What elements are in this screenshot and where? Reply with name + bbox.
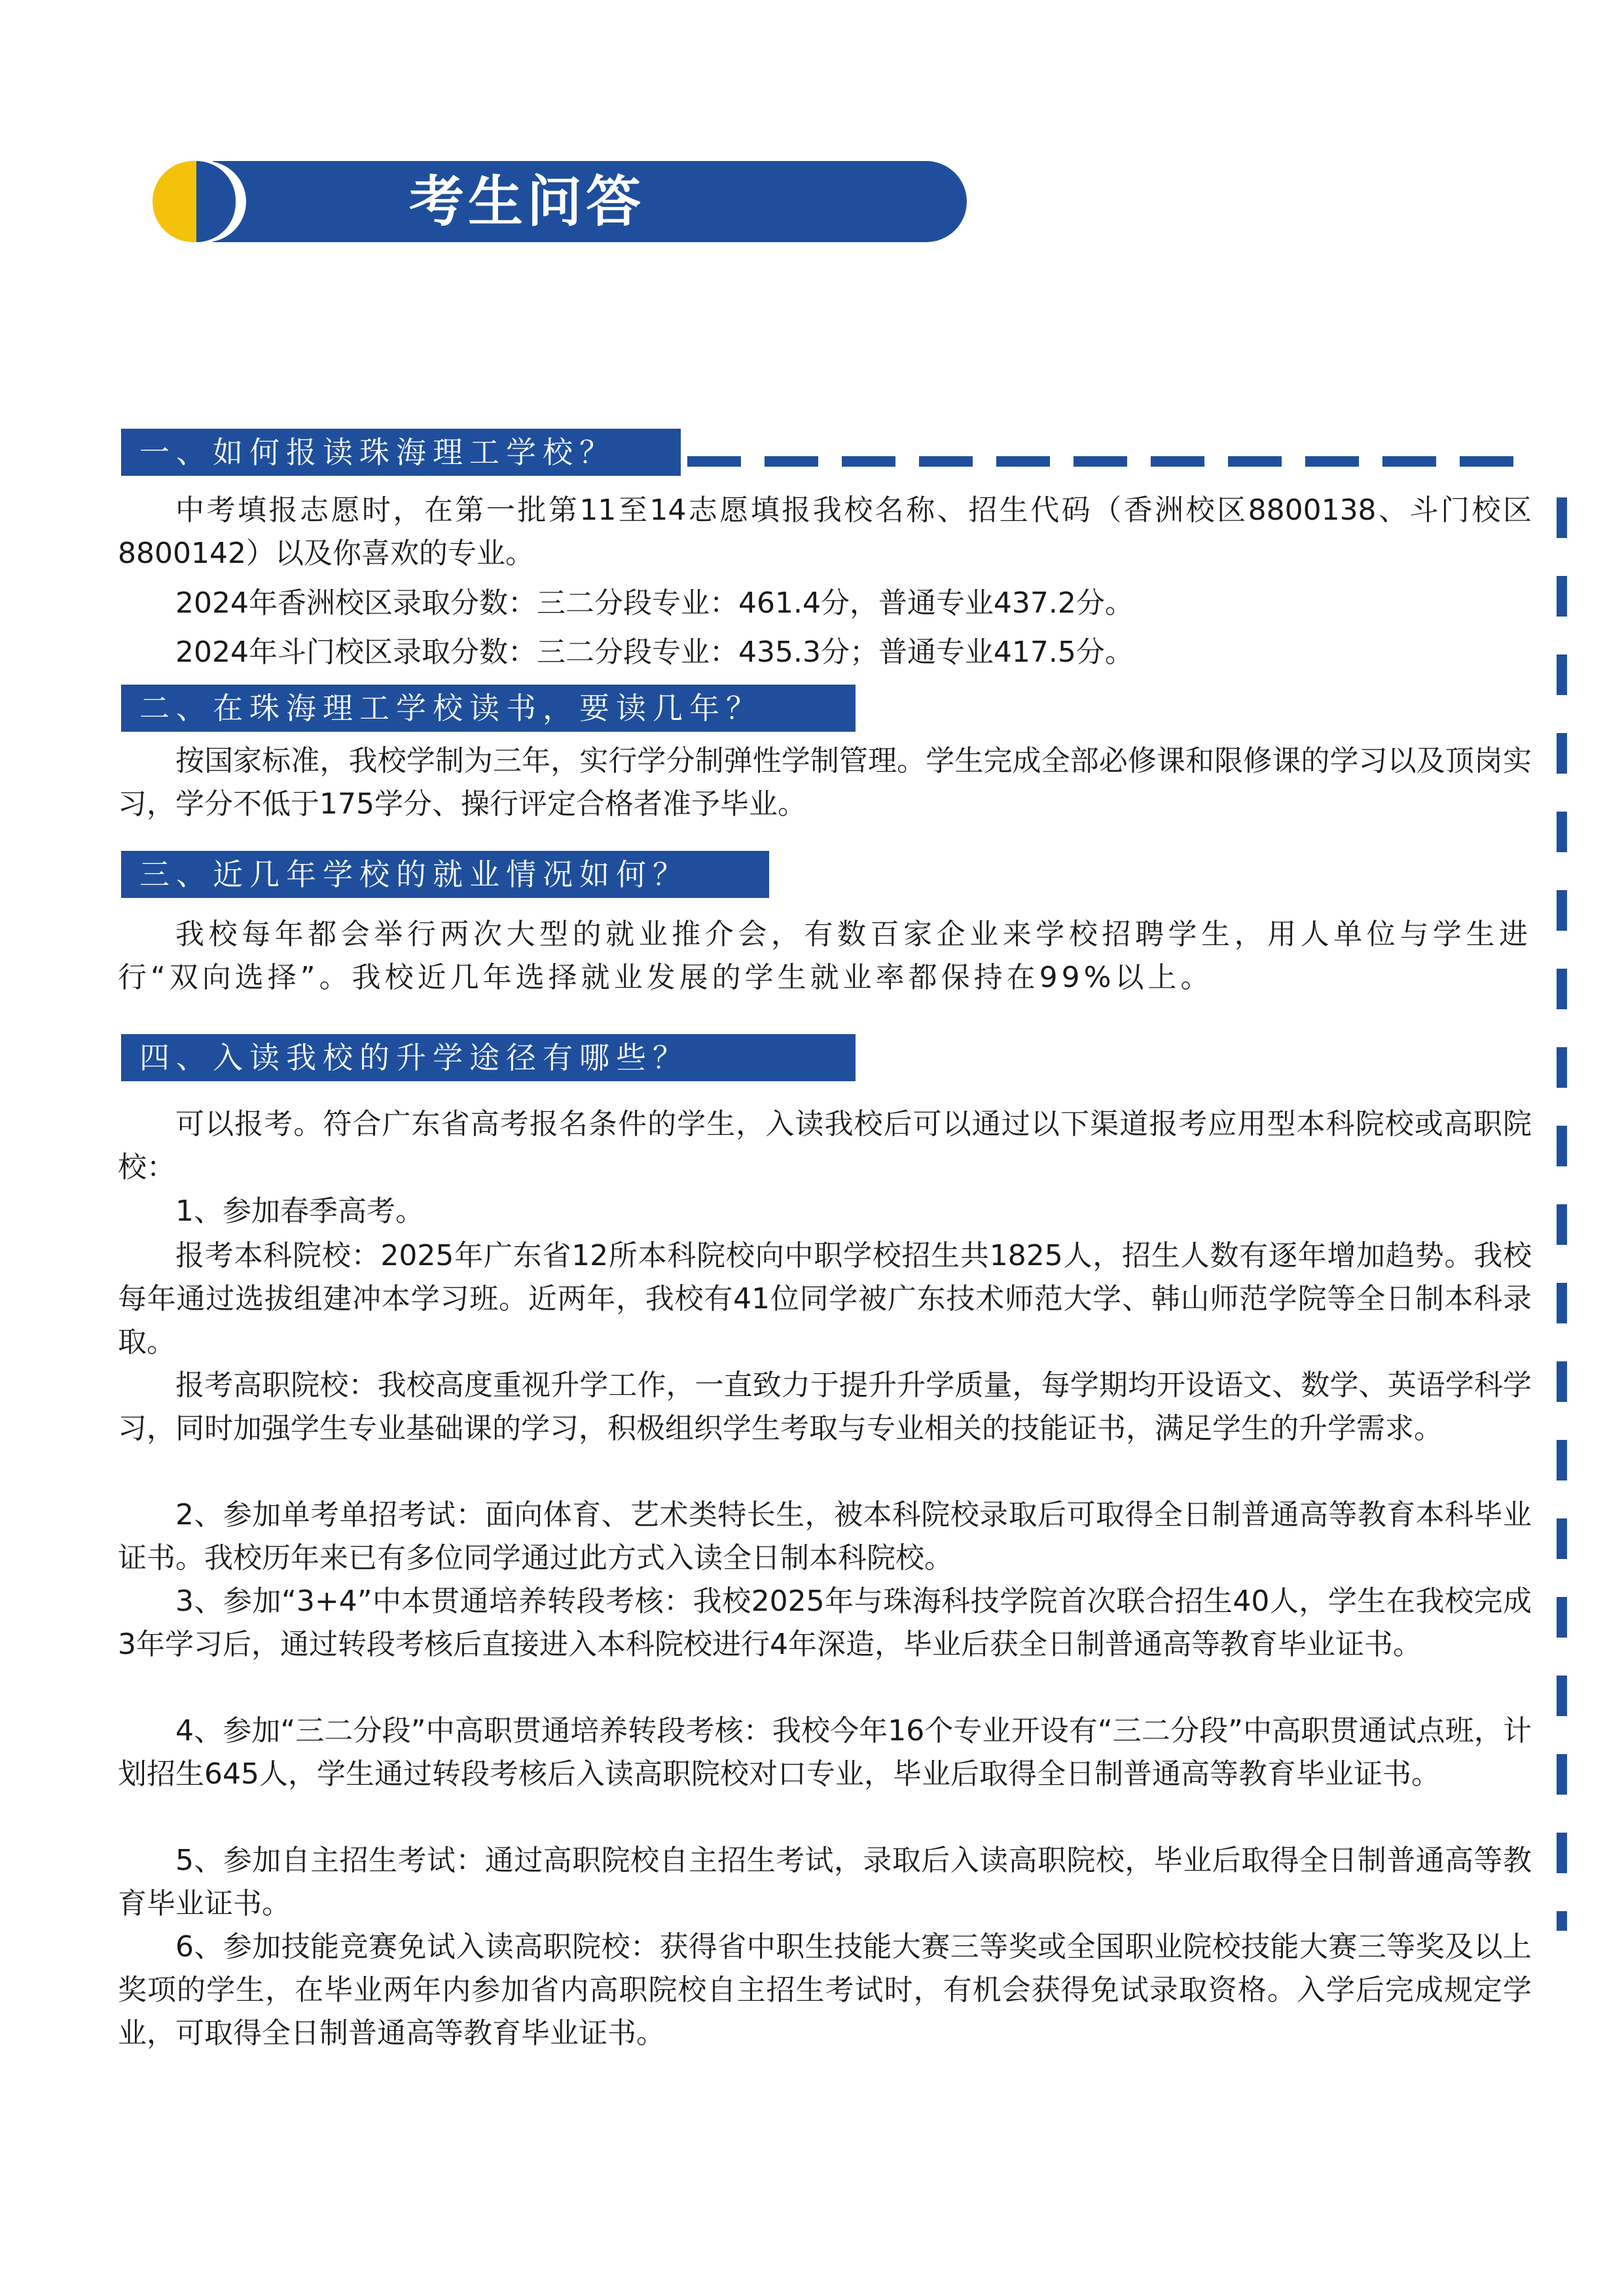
dashed-line-horizontal xyxy=(687,456,1519,467)
section-4-paragraph-4: 报考高职院校：我校高度重视升学工作，一直致力于提升升学质量，每学期均开设语文、数学、英语学科学习，同时加强学生专业基础课的学习，积极组织学生考取与专业相关的技能证书，满足学生的升学需求。 xyxy=(118,1369,1532,1445)
section-1-paragraph-1: 中考填报志愿时，在第一批第11至14志愿填报我校名称、招生代码（香洲校区8800138、斗门校区8800142）以及你喜欢的专业。 xyxy=(118,493,1532,570)
section-4-paragraph-3: 报考本科院校：2025年广东省12所本科院校向中职学校招生共1825人，招生人数有逐年增加趋势。我校每年通过选拔组建冲本学习班。近两年，我校有41位同学被广东技术师范大学、韩山师范学院等全日制本科录取。 xyxy=(118,1239,1532,1359)
title-banner xyxy=(213,161,967,242)
section-4-paragraph-5: 2、参加单考单招考试：面向体育、艺术类特长生，被本科院校录取后可取得全日制普通高等教育本科毕业证书。我校历年来已有多位同学通过此方式入读全日制本科院校。 xyxy=(118,1498,1532,1575)
section-4-paragraph-1: 可以报考。符合广东省高考报名条件的学生，入读我校后可以通过以下渠道报考应用型本科院校或高职院校： xyxy=(118,1107,1532,1184)
section-heading-3: 三、近几年学校的就业情况如何？ xyxy=(121,851,769,898)
section-heading-1: 一、如何报读珠海理工学校？ xyxy=(121,429,681,476)
section-4-paragraph-8: 5、参加自主招生考试：通过高职院校自主招生考试，录取后入读高职院校，毕业后取得全日制普通高等教育毕业证书。 xyxy=(118,1844,1532,1920)
section-3-paragraph-1: 我校每年都会举行两次大型的就业推介会，有数百家企业来学校招聘学生，用人单位与学生进行“双向选择”。我校近几年选择就业发展的学生就业率都保持在99%以上。 xyxy=(118,918,1532,994)
section-heading-2: 二、在珠海理工学校读书，要读几年？ xyxy=(121,685,856,732)
dashed-line-vertical xyxy=(1557,497,1567,1931)
section-4-paragraph-2: 1、参加春季高考。 xyxy=(175,1194,424,1228)
section-4-paragraph-9: 6、参加技能竞赛免试入读高职院校：获得省中职生技能大赛三等奖或全国职业院校技能大赛三等奖及以上奖项的学生，在毕业两年内参加省内高职院校自主招生考试时，有机会获得免试录取资格。入学后完成规定学业，可取得全日制普通高等教育毕业证书。 xyxy=(118,1930,1532,2050)
section-2-paragraph-1: 按国家标准，我校学制为三年，实行学分制弹性学制管理。学生完成全部必修课和限修课的学习以及顶岗实习，学分不低于175学分、操行评定合格者准予毕业。 xyxy=(118,744,1532,821)
section-1-paragraph-2: 2024年香洲校区录取分数：三二分段专业：461.4分，普通专业437.2分。 xyxy=(175,586,1134,620)
section-1-paragraph-3: 2024年斗门校区录取分数：三二分段专业：435.3分；普通专业417.5分。 xyxy=(175,636,1134,669)
section-4-paragraph-7: 4、参加“三二分段”中高职贯通培养转段考核：我校今年16个专业开设有“三二分段”中高职贯通试点班，计划招生645人，学生通过转段考核后入读高职院校对口专业，毕业后取得全日制普通高等教育毕业证书。 xyxy=(118,1714,1532,1791)
page-title: 考生问答 xyxy=(409,170,645,234)
section-heading-4: 四、入读我校的升学途径有哪些？ xyxy=(121,1034,856,1081)
section-4-paragraph-6: 3、参加“3+4”中本贯通培养转段考核：我校2025年与珠海科技学院首次联合招生40人，学生在我校完成3年学习后，通过转段考核后直接进入本科院校进行4年深造，毕业后获全日制普通高等教育毕业证书。 xyxy=(118,1585,1532,1661)
